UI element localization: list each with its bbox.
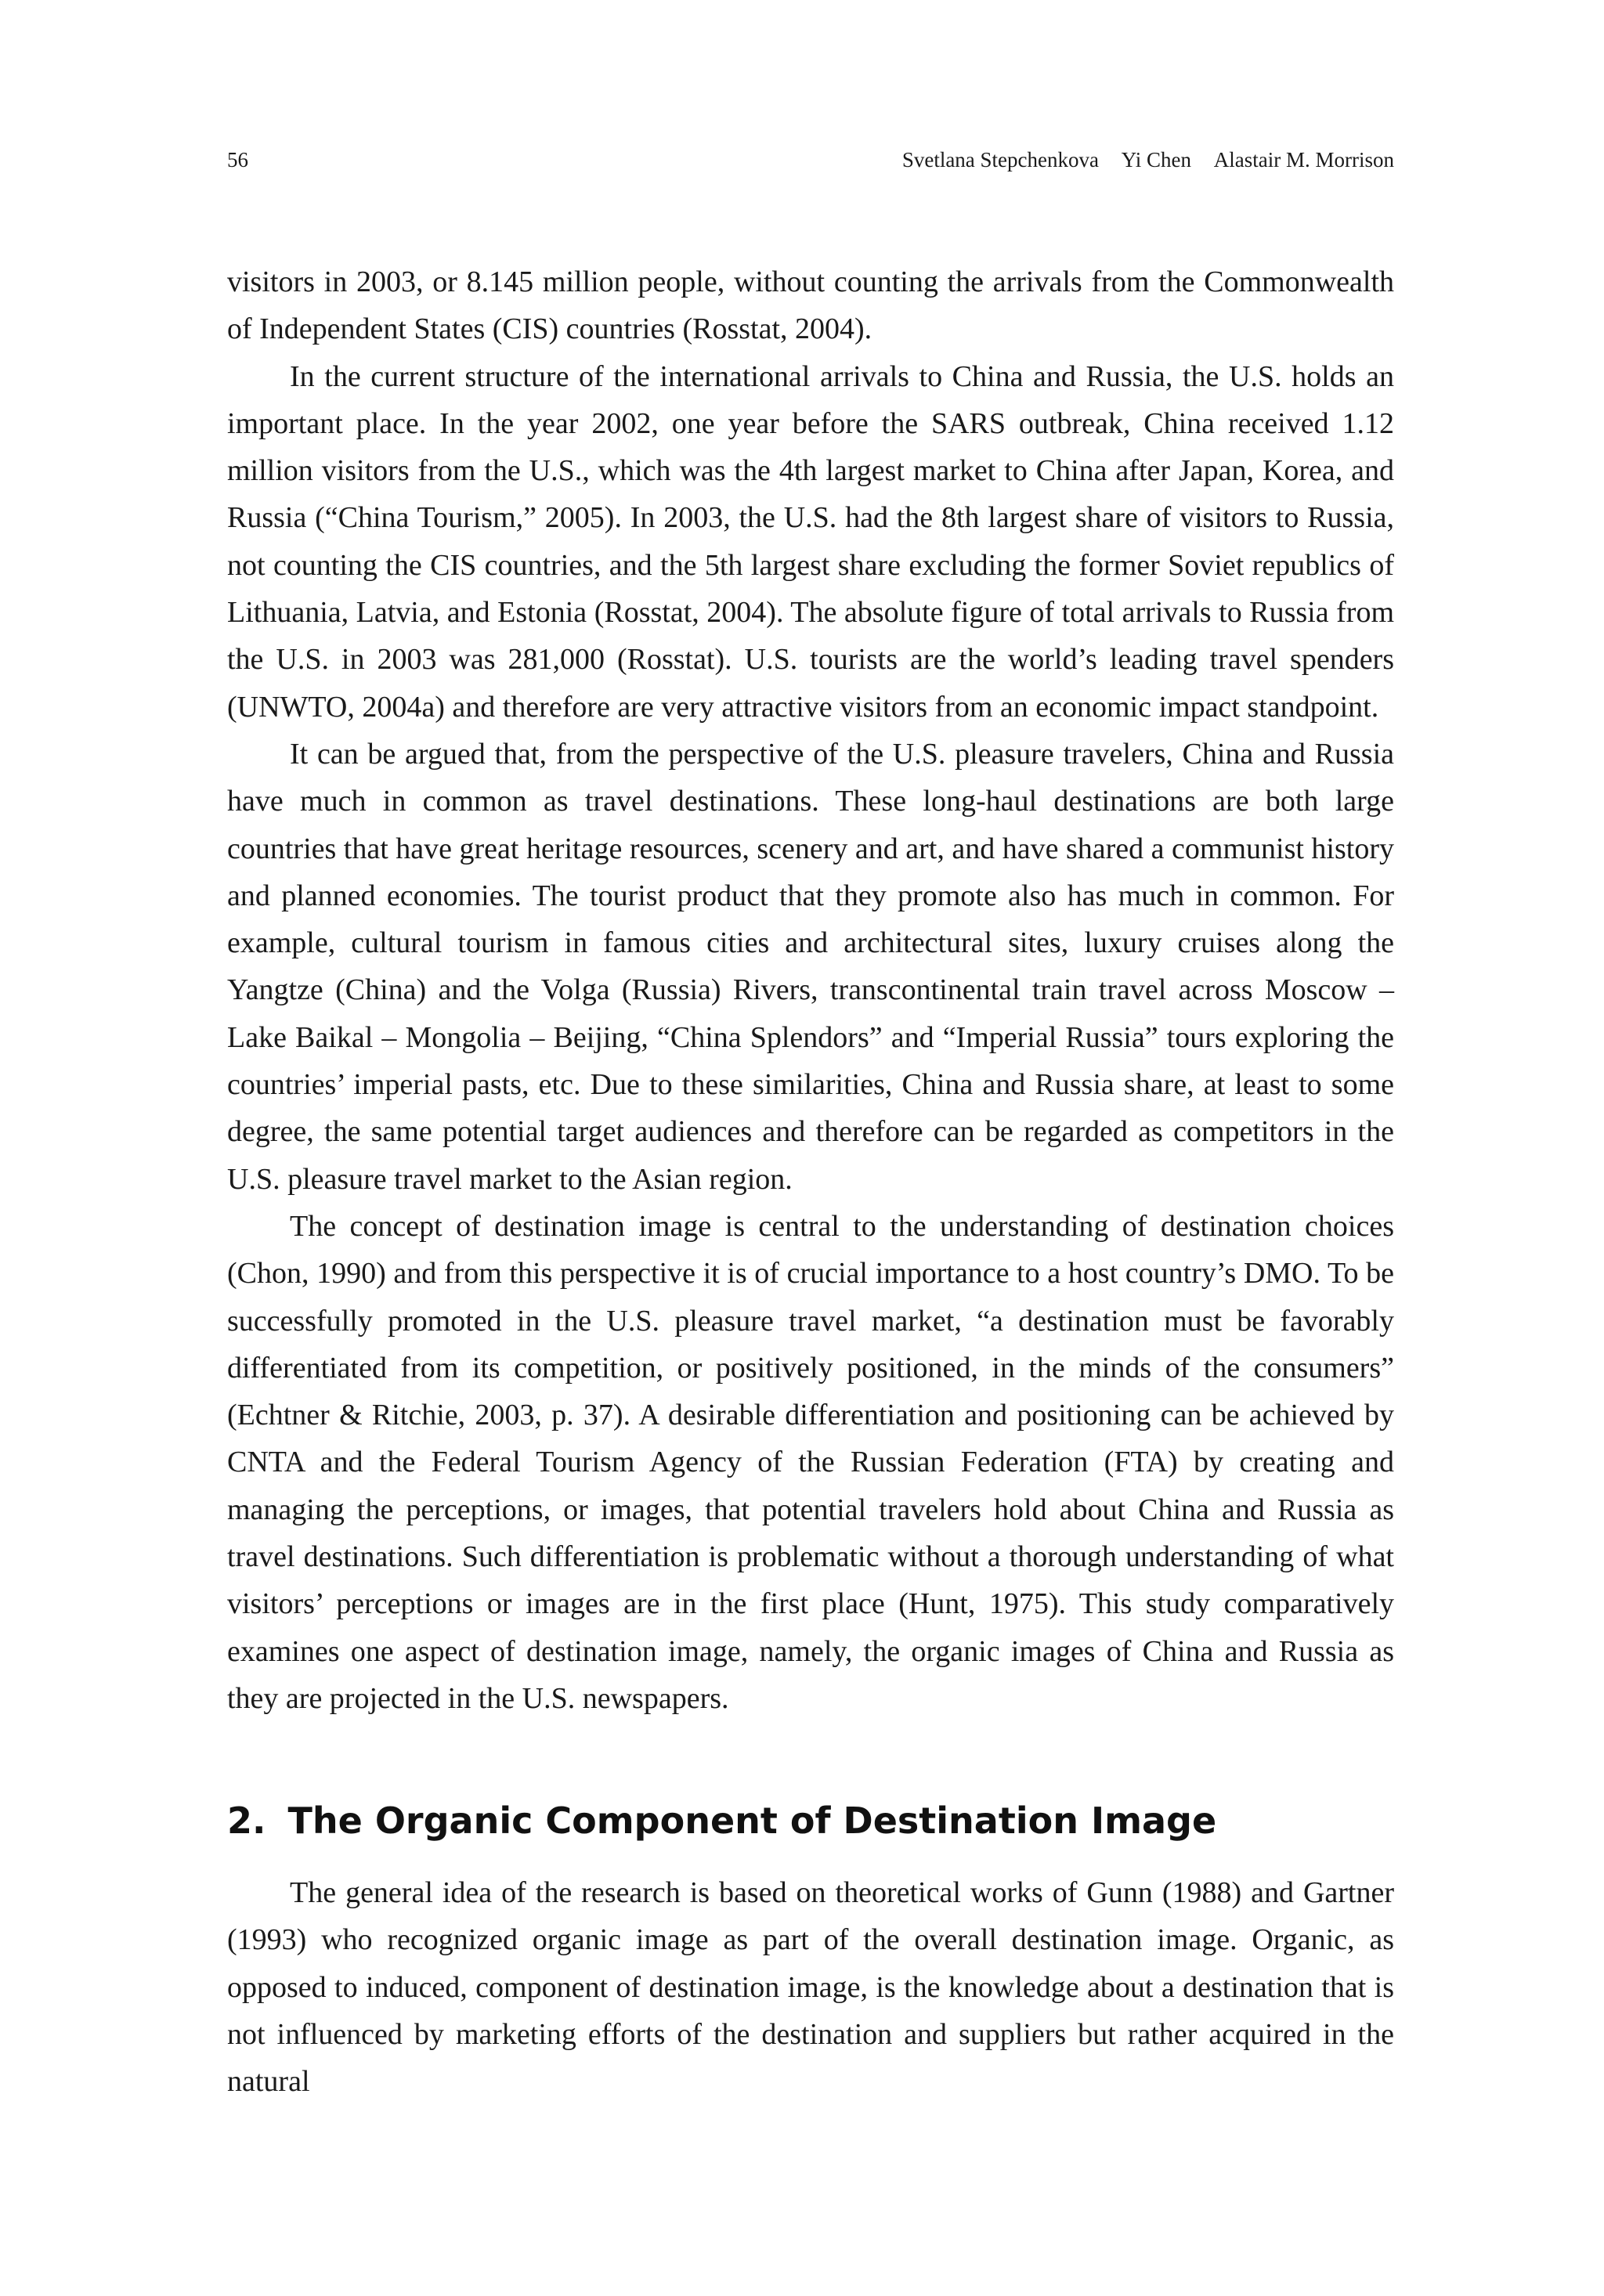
- section-heading: [227, 1797, 1394, 1844]
- body-paragraph: The concept of destination image is central to the understanding of destination choices (Chon, 1990) and from this perspective it is of crucial importance to a host country’s DMO. To be successfully promoted in the U.S. pleasure travel market, “a destination must be favorably differentiated from its competition, or positively positioned, in the minds of the consumers” (Echtner & Ritchie, 2003, p. 37). A desirable differentiation and positioning can be achieved by CNTA and the Federal Tourism Agency of the Russian Federation (FTA) by creating and managing the perceptions, or images, that potential travelers hold about China and Russia as travel destinations. Such differentiation is problematic without a thorough understanding of what visitors’ perceptions or images are in the first place (Hunt, 1975). This study comparatively examines one aspect of destination image, namely, the organic images of China and Russia as they are projected in the U.S. newspapers.: [227, 1209, 1394, 1715]
- author-name: Yi Chen: [1121, 148, 1192, 171]
- author-name: Alastair M. Morrison: [1213, 148, 1394, 171]
- body-paragraph: It can be argued that, from the perspective of the U.S. pleasure travelers, China and Russia have much in common as travel destinations. These long-haul destinations are both large countries that have great heritage resources, scenery and art, and have shared a communist history and planned economies. The tourist product that they promote also has much in common. For example, cultural tourism in famous cities and architectural sites, luxury cruises along the Yangtze (China) and the Volga (Russia) Rivers, transcontinental train travel across Moscow – Lake Baikal – Mongolia – Beijing, “China Splendors” and “Imperial Russia” tours exploring the countries’ imperial pasts, etc. Due to these similarities, China and Russia share, at least to some degree, the same potential target audiences and therefore can be regarded as competitors in the U.S. pleasure travel market to the Asian region.: [227, 737, 1394, 1196]
- section-title: The Organic Component of Destination Image: [287, 1800, 1217, 1842]
- section-number: 2.: [227, 1800, 266, 1842]
- page-number: 56: [227, 148, 248, 171]
- section-text: [227, 1869, 1394, 2105]
- body-text: [227, 258, 1394, 1722]
- running-header-authors: [885, 144, 1394, 175]
- author-name: Svetlana Stepchenkova: [901, 148, 1099, 171]
- body-paragraph: In the current structure of the international arrivals to China and Russia, the U.S. holds an important place. In the year 2002, one year before the SARS outbreak, China received 1.12 million visitors from the U.S., which was the 4th largest market to China after Japan, Korea, and Russia (“China Tourism,” 2005). In 2003, the U.S. had the 8th largest share of visitors to Russia, not counting the CIS countries, and the 5th largest share excluding the former Soviet republics of Lithuania, Latvia, and Estonia (Rosstat, 2004). The absolute figure of total arrivals to Russia from the U.S. in 2003 was 281,000 (Rosstat). U.S. tourists are the world’s leading travel spenders (UNWTO, 2004a) and therefore are very attractive visitors from an economic impact standpoint.: [227, 359, 1394, 724]
- running-header: [227, 144, 1394, 175]
- body-paragraph: visitors in 2003, or 8.145 million people, without counting the arrivals from the Commonwealth of Independent States (CIS) countries (Rosstat, 2004).: [227, 265, 1394, 346]
- section-paragraph: The general idea of the research is based on theoretical works of Gunn (1988) and Gartner (1993) who recognized organic image as part of the overall destination image. Organic, as opposed to induced, component of destination image, is the knowledge about a destination that is not influenced by marketing efforts of the destination and suppliers but rather acquired in the natural: [227, 1876, 1394, 2099]
